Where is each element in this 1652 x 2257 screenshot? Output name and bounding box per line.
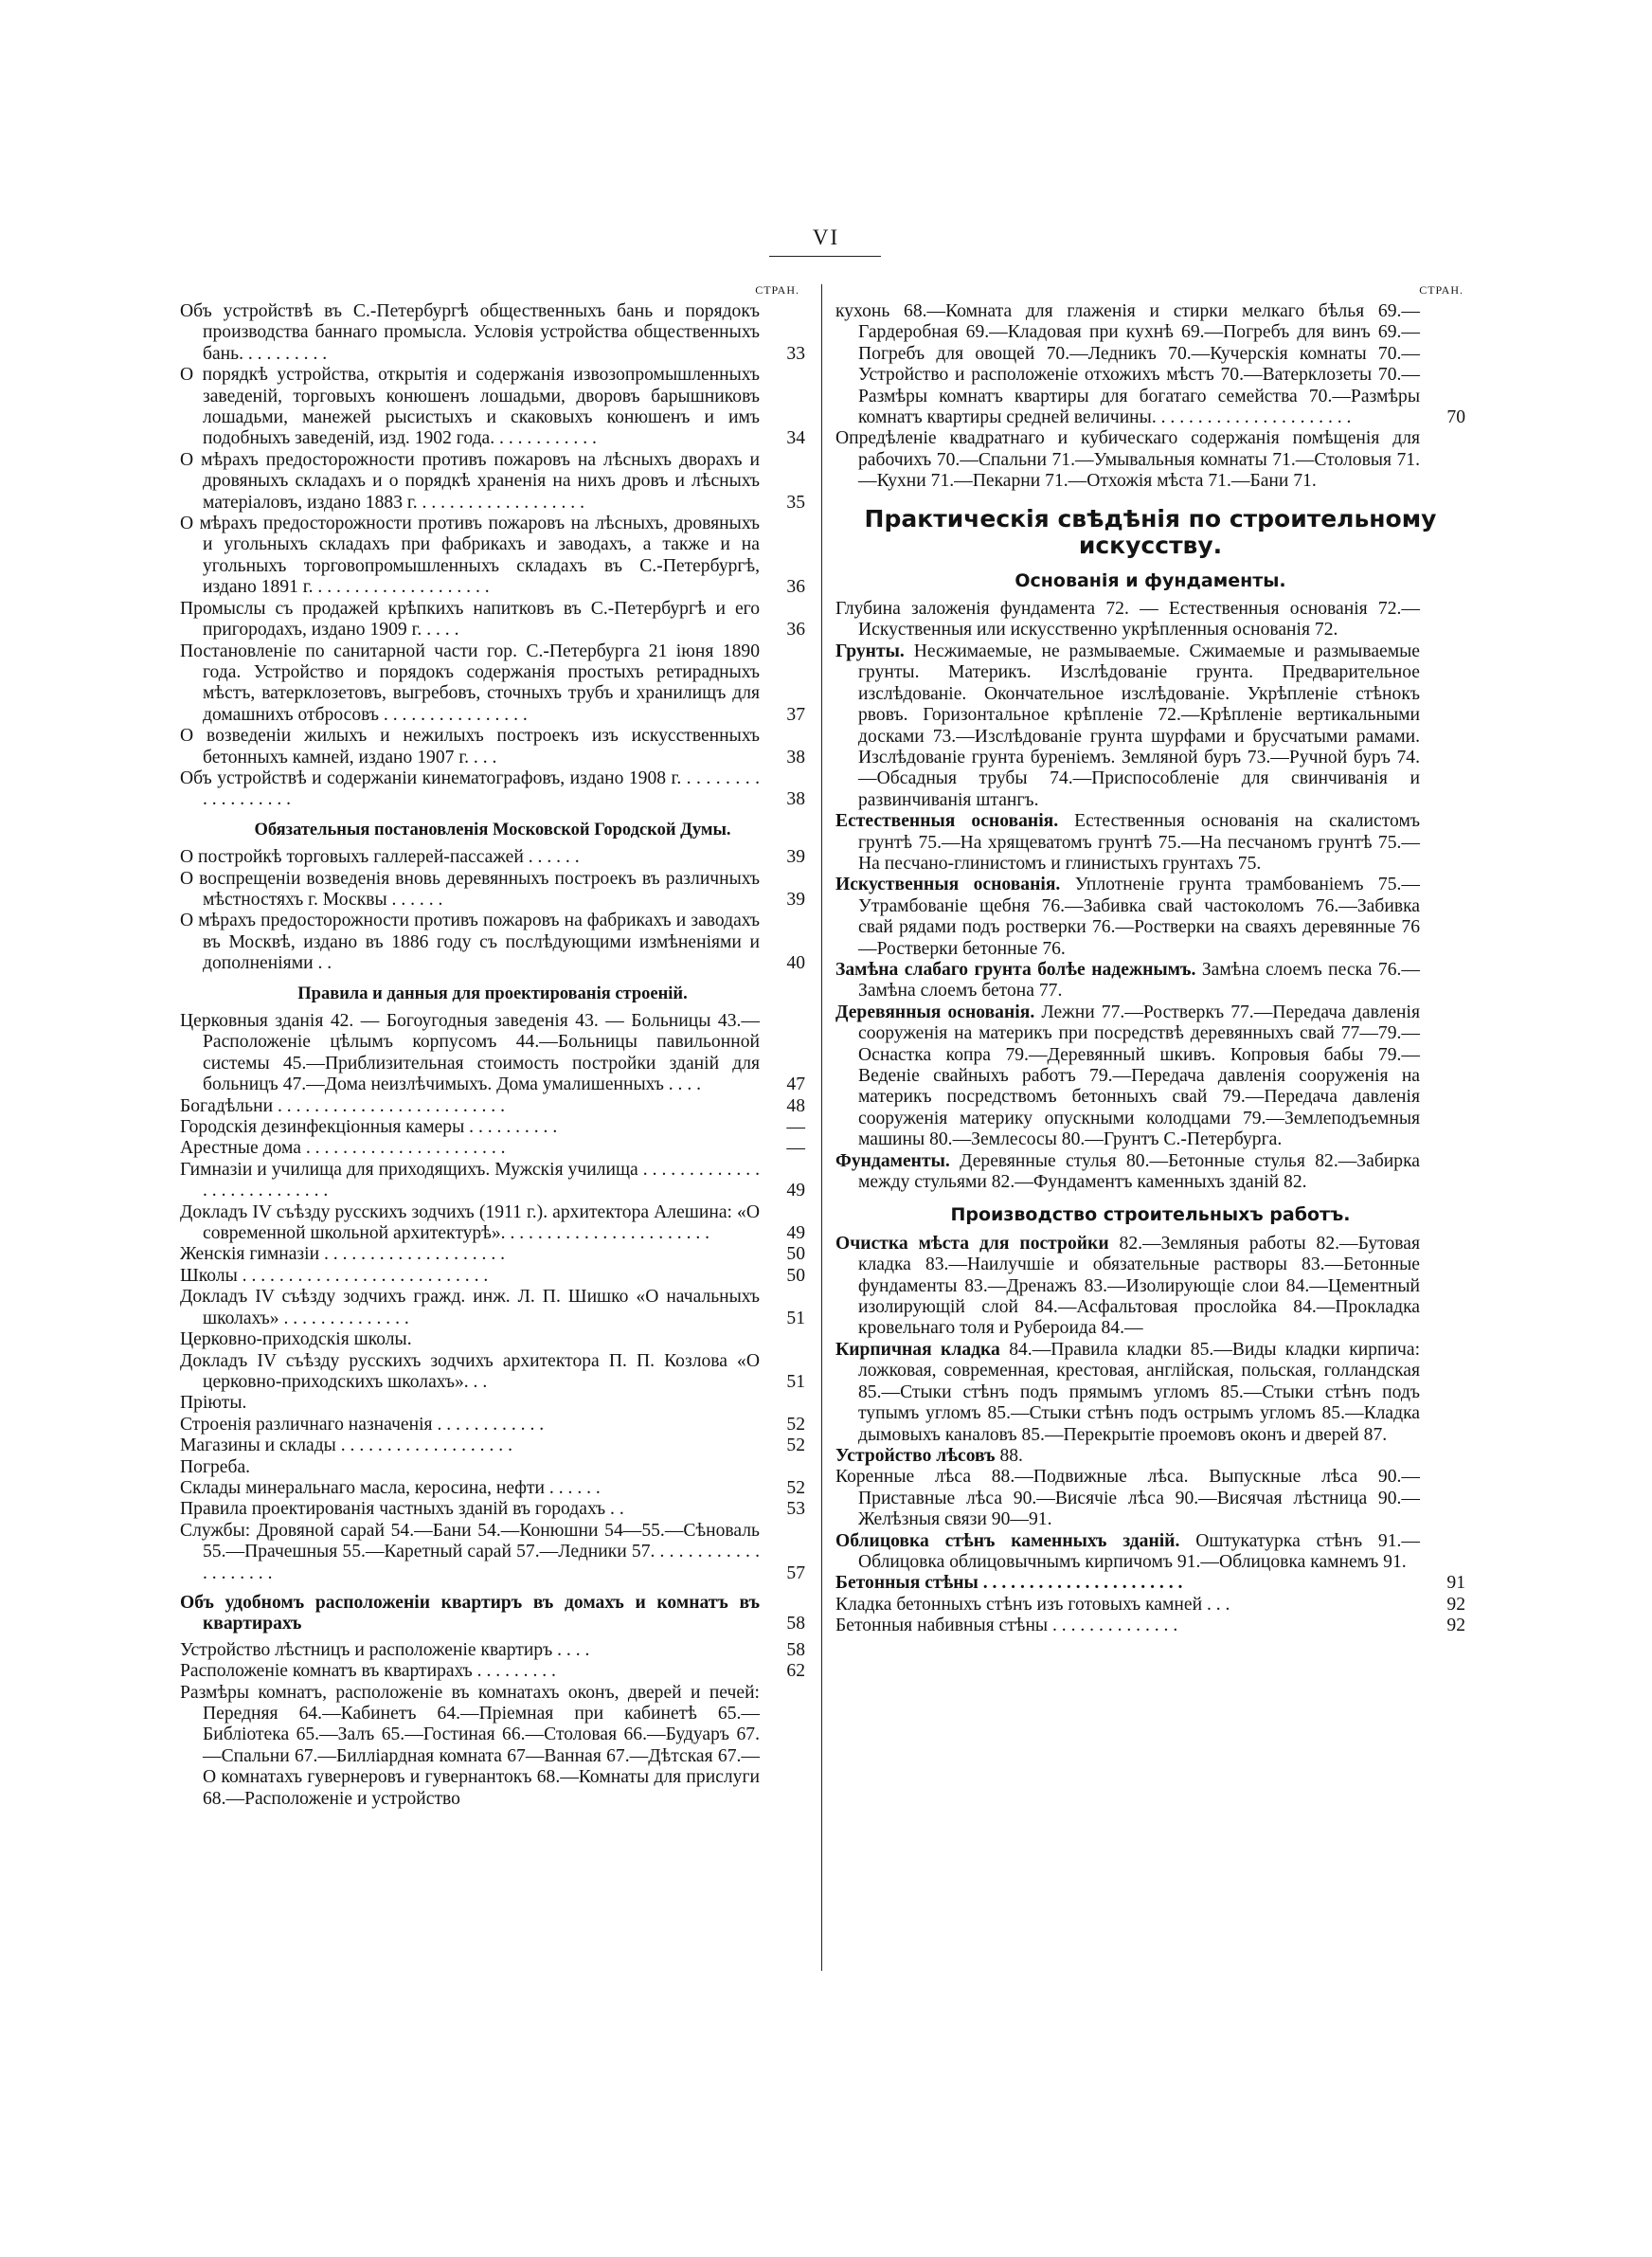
right-entries-a <box>835 301 1465 493</box>
toc-entry <box>180 1138 805 1159</box>
toc-entry-page: 49 <box>786 1181 805 1201</box>
toc-entry-text: Размѣры комнатъ, расположеніе въ комнатахъ оконъ, дверей и печей: Передняя 64.—Кабинетъ 64.—Пріемная при кабинетѣ 65.—Библіотека 65.—Залъ 65.—Гостиная 66.—Столовая 66.—Будуаръ 67.—Спальни 67.—Билліардная комната 67—Ванная 67.—Дѣтская 67.—О комнатахъ гувернеровъ и гувернантокъ 68.—Комнаты для прислуги 68.—Расположеніе и устройство <box>180 1682 760 1809</box>
toc-entry <box>835 1340 1465 1446</box>
toc-entry-text: 88. <box>999 1445 1023 1466</box>
toc-entry-page: 51 <box>786 1308 805 1328</box>
toc-entry-text: Магазины и склады . . . . . . . . . . . . . . . . . . . <box>180 1435 512 1456</box>
toc-entry <box>835 960 1465 1002</box>
toc-entry-text: Лежни 77.—Ростверкъ 77.—Передача давленія сооруженія на материкъ при посредствѣ деревянныхъ свай 77—79.—Оснастка копра 79.—Деревянный шкивъ. Копровыя бабы 79.—Веденіе свайныхъ работъ 79.—Передача давленія сооруженія на материкъ посредствомъ бетонныхъ свай 79.—Передача давленія сооруженія материку опускными колодцами 79.—Землеподъемныя машины 80.—Землесосы 80.—Грунтъ С.-Петербурга. <box>858 1002 1420 1150</box>
toc-entry <box>180 1640 805 1661</box>
right-entries-b <box>835 599 1465 1193</box>
toc-entry-text: 82.—Земляныя работы 82.—Бутовая кладка 83.—Наилучшіе и обязательные растворы 83.—Бетонные фундаменты 83.—Дренажъ 83.—Изолирующіе слои 84.—Цементный изолирующій слой 84.—Асфальтовая прослойка 84.—Прокладка кровельнаго толя и Рубероида 84.— <box>858 1233 1420 1339</box>
toc-entry-page: 39 <box>786 847 805 868</box>
toc-entry-label: Облицовка стѣнъ каменныхъ зданій. <box>835 1530 1180 1551</box>
toc-entry <box>180 365 805 450</box>
toc-entry-text: О мѣрахъ предосторожности противъ пожаровъ на лѣсныхъ, дровяныхъ и угольныхъ складахъ при фабрикахъ и заводахъ, а также и на угольныхъ торговопромышленныхъ складахъ въ С.-Петербургѣ, издано 1891 г. . . . . . . . . . . . . . . . . . . . <box>180 514 760 598</box>
toc-entry-text: Бетонныя набивныя стѣны . . . . . . . . . . . . . . <box>835 1616 1178 1636</box>
toc-entry-text: О постройкѣ торговыхъ галлерей-пассажей . . . . . . <box>180 847 580 868</box>
toc-entry-page: 49 <box>786 1223 805 1244</box>
toc-entry <box>835 641 1465 811</box>
toc-entry <box>835 301 1465 428</box>
toc-entry-page: 92 <box>1446 1594 1465 1615</box>
toc-entry <box>835 1234 1465 1340</box>
toc-entry-text: Замѣна слоемъ песка 76.—Замѣна слоемъ бетона 77. <box>858 959 1420 1002</box>
page-number: VI <box>812 226 840 249</box>
section-duma: Обязательныя постановленія Московской Городской Думы. <box>254 820 731 840</box>
toc-entry <box>180 1351 805 1394</box>
toc-entry-body <box>835 641 1420 811</box>
toc-entry-label: Устройство лѣсовъ <box>835 1445 996 1466</box>
section-flats-page: 58 <box>786 1614 805 1634</box>
toc-entry-text: Службы: Дровяной сарай 54.—Бани 54.—Конюшни 54—55.—Сѣноваль 55.—Прачешныя 55.—Каретный сарай 57.—Ледники 57. . . . . . . . . . . . . . . . . . . . <box>180 1520 760 1583</box>
toc-entry-body <box>835 1151 1420 1194</box>
left-entries-d <box>180 1640 805 1810</box>
toc-entry <box>835 1151 1465 1194</box>
toc-entry <box>180 1478 805 1499</box>
toc-entry <box>180 514 805 599</box>
toc-entry-text: О воспрещеніи возведенія вновь деревянныхъ построекъ въ различныхъ мѣстностяхъ г. Москвы . . . . . . <box>180 868 760 910</box>
toc-entry <box>835 1002 1465 1151</box>
toc-entry-page: 50 <box>786 1244 805 1265</box>
right-entries-d <box>835 1573 1465 1636</box>
toc-entry-text: Женскія гимназіи . . . . . . . . . . . . . . . . . . . . <box>180 1244 506 1265</box>
toc-entry <box>180 847 805 868</box>
section-flats-text: Объ удобномъ расположеніи квартиръ въ домахъ и комнатъ въ квартирахъ <box>180 1592 760 1634</box>
toc-entry-text: Пріюты. <box>180 1393 247 1414</box>
title-foundations: Основанія и фундаменты. <box>1015 569 1286 591</box>
toc-entry-text: 84.—Правила кладки 85.—Виды кладки кирпича: ложковая, современная, крестовая, англійская, польская, голландская 85.—Стыки стѣнъ подъ прямымъ угломъ 85.—Стыки стѣнъ подъ тупымъ угломъ 85.—Стыки стѣнъ подъ острымъ угломъ 85.—Кладка дымовыхъ каналовъ 85.—Перекрытіе проемовъ оконъ и дверей 87. <box>858 1339 1421 1445</box>
toc-entry <box>835 811 1465 875</box>
toc-entry-label: Грунты. <box>835 641 905 661</box>
toc-entry-text: Гимназіи и училища для приходящихъ. Мужскія училища . . . . . . . . . . . . . . . . . . . . . . . . . . . <box>180 1159 760 1201</box>
toc-entry-text: Городскія дезинфекціонныя камеры . . . . . . . . . . <box>180 1117 558 1138</box>
toc-entry-text: Объ устройствѣ въ С.-Петербургѣ общественныхъ бань и порядокъ производства баннаго промысла. Условія устройства общественныхъ бань. . . . . . . . . . <box>180 301 760 364</box>
toc-entry-body <box>835 1002 1420 1151</box>
toc-entry <box>835 1595 1465 1616</box>
toc-entry-text: Склады минеральнаго масла, керосина, нефти . . . . . . <box>180 1477 601 1498</box>
left-page-label: СТРАН. <box>755 283 799 297</box>
toc-entry <box>180 869 805 912</box>
right-entries-c <box>835 1234 1465 1574</box>
section-rules: Правила и данныя для проектированія строеній. <box>297 984 688 1003</box>
toc-entry-page: 91 <box>1446 1573 1465 1594</box>
toc-entry-text: Школы . . . . . . . . . . . . . . . . . . . . . . . . . . . <box>180 1265 489 1286</box>
toc-entry-page: 39 <box>786 889 805 910</box>
toc-entry-page: 37 <box>786 704 805 725</box>
toc-entry-text: Церковно-приходскія школы. <box>180 1329 412 1350</box>
toc-entry-text: Докладъ IV съѣзду русскихъ зодчихъ архитектора П. П. Козлова «О церковно-приходскихъ школахъ». . . <box>180 1350 760 1392</box>
toc-entry <box>180 1244 805 1265</box>
toc-entry-body <box>835 1467 1420 1530</box>
right-page-label: СТРАН. <box>1419 283 1463 297</box>
toc-entry-label: Замѣна слабаго грунта болѣе надежнымъ. <box>835 959 1196 980</box>
toc-entry <box>180 1011 805 1096</box>
toc-entry <box>835 1446 1465 1467</box>
toc-entry <box>180 1329 805 1350</box>
toc-entry-text: Бетонныя стѣны . . . . . . . . . . . . . . . . . . . . . . <box>835 1573 1183 1594</box>
toc-entry-text: Докладъ IV съѣзду зодчихъ гражд. инж. Л. П. Шишко «О начальныхъ школахъ» . . . . . . . . . . . . . . <box>180 1287 760 1328</box>
toc-entry <box>180 768 805 811</box>
toc-entry-page: 53 <box>786 1499 805 1520</box>
toc-entry <box>180 1393 805 1414</box>
toc-entry-body <box>835 1234 1420 1340</box>
toc-entry <box>835 1573 1465 1594</box>
toc-entry <box>180 450 805 514</box>
toc-entry-text: Строенія различнаго назначенія . . . . . . . . . . . . <box>180 1414 545 1435</box>
toc-entry-page: 52 <box>786 1435 805 1456</box>
toc-entry-text: Опредѣленіе квадратнаго и кубическаго содержанія помѣщенія для рабочихъ 70.—Спальни 71.—Умывальныя комнаты 71.—Столовыя 71.—Кухни 71.—Пекарни 71.—Отхожія мѣста 71.—Бани 71. <box>835 428 1420 492</box>
toc-entry-label: Кирпичная кладка <box>835 1339 1000 1360</box>
toc-entry-label: Искуственныя основанія. <box>835 875 1061 895</box>
toc-entry <box>180 1096 805 1117</box>
toc-entry-body <box>835 1446 1420 1467</box>
section-flats <box>180 1593 805 1635</box>
toc-entry-body <box>835 1340 1420 1446</box>
title-main: Практическія свѣдѣнія по строительному искусству. <box>864 504 1437 559</box>
toc-entry <box>180 1521 805 1584</box>
toc-entry <box>180 1266 805 1287</box>
toc-entry-page: 48 <box>786 1095 805 1116</box>
toc-entry-text: Расположеніе комнатъ въ квартирахъ . . . . . . . . . <box>180 1661 556 1682</box>
toc-entry <box>180 641 805 727</box>
toc-entry-page: 34 <box>786 428 805 449</box>
left-entries-c <box>180 1011 805 1584</box>
toc-entry-text: Арестные дома . . . . . . . . . . . . . . . . . . . . . . <box>180 1138 506 1159</box>
toc-entry-page: — <box>786 1117 805 1138</box>
toc-entry-label: Очистка мѣста для постройки <box>835 1233 1109 1254</box>
toc-entry-text: О возведеніи жилыхъ и нежилыхъ построекъ изъ искусственныхъ бетонныхъ камней, издано 1907 г. . . . <box>180 726 760 767</box>
toc-entry-page: 36 <box>786 577 805 598</box>
toc-entry-page: 57 <box>786 1562 805 1583</box>
toc-entry-page: 58 <box>786 1639 805 1660</box>
toc-entry-text: Церковныя зданія 42. — Богоугодныя заведенія 43. — Больницы 43.—Расположеніе цѣлымъ корпусомъ 44.—Больницы павильонной системы 45.—Приблизительная стоимость постройки зданій для больницъ 47.—Дома неизлѣчимыхъ. Дома умалишенныхъ . . . . <box>180 1011 760 1095</box>
toc-entry-body <box>835 599 1420 641</box>
toc-entry <box>835 1467 1465 1530</box>
toc-entry <box>835 599 1465 641</box>
toc-entry <box>835 1531 1465 1574</box>
left-column <box>180 284 805 1810</box>
toc-entry-page: 92 <box>1446 1616 1465 1636</box>
page-number-rule <box>769 256 881 257</box>
toc-entry-body <box>835 960 1420 1002</box>
toc-entry-text: Богадѣльни . . . . . . . . . . . . . . . . . . . . . . . . . <box>180 1095 505 1116</box>
toc-entry-page: 62 <box>786 1661 805 1682</box>
right-column <box>835 284 1465 1637</box>
toc-entry-text: кухонь 68.—Комната для глаженія и стирки мелкаго бѣлья 69.—Гардеробная 69.—Кладовая при кухнѣ 69.—Погребъ для винъ 69.—Погребъ для овощей 70.—Ледникъ 70.—Кучерскія комнаты 70.—Устройство и расположеніе отхожихъ мѣстъ 70.—Ватерклозеты 70.—Размѣры комнатъ квартиры для богатаго семейства 70.—Размѣры комнатъ квартиры средней величины. . . . . . . . . . . . . . . . . . . . . . <box>835 301 1420 428</box>
toc-entry <box>180 599 805 641</box>
toc-entry-text: Кладка бетонныхъ стѣнъ изъ готовыхъ камней . . . <box>835 1594 1230 1615</box>
toc-entry <box>835 428 1465 492</box>
toc-entry-text: Несжимаемые, не размываемые. Сжимаемые и размываемые грунты. Материкъ. Изслѣдованіе грунта. Предварительное изслѣдованіе. Окончательное изслѣдованіе. Укрѣпленіе стѣнокъ рвовъ. Горизонтальное крѣпленіе 72.—Крѣпленіе вертикальными досками 73.—Изслѣдованіе грунта шурфами и брусчатыми рамами. Изслѣдованіе грунта буреніемъ. Земляной буръ 73.—Ручной буръ 74.—Обсадныя трубы 74.—Приспособленіе для свинчиванія и развинчиванія штангъ. <box>858 641 1420 810</box>
toc-entry-page: — <box>786 1138 805 1159</box>
toc-entry-page: 51 <box>786 1371 805 1392</box>
toc-entry <box>835 1616 1465 1636</box>
toc-entry-text: О мѣрахъ предосторожности противъ пожаровъ на фабрикахъ и заводахъ въ Москвѣ, издано въ 1886 году съ послѣдующими измѣненіями и дополненіями . . <box>180 911 760 974</box>
toc-entry-text: Деревянные стулья 80.—Бетонные стулья 82.—Забирка между стульями 82.—Фундаментъ каменныхъ зданій 82. <box>858 1150 1420 1193</box>
toc-entry <box>180 911 805 974</box>
toc-entry-text: Правила проектированія частныхъ зданій въ городахъ . . <box>180 1499 624 1520</box>
toc-entry-label: Фундаменты. <box>835 1150 950 1171</box>
left-entries-b <box>180 847 805 974</box>
toc-entry-text: О порядкѣ устройства, открытія и содержанія извозопромышленныхъ заведеній, торговыхъ конюшенъ лошадьми, дворовъ барышниковъ лошадьми, манежей рысистыхъ и скаковыхъ конюшенъ и имъ подобныхъ заведеній, изд. 1902 года. . . . . . . . . . . . <box>180 365 760 449</box>
toc-entry-body <box>835 811 1420 875</box>
toc-entry-text: Уплотненіе грунта трамбованіемъ 75.—Утрамбованіе щебня 76.—Забивка свай частоколомъ 76.—Забивка свай рядами подъ ростверки 76.—Ростверки на сваяхъ деревянные 76—Ростверки бетонные 76. <box>858 875 1420 959</box>
toc-entry-text: Докладъ IV съѣзду русскихъ зодчихъ (1911 г.). архитектора Алешина: «О современной школьной архитектурѣ». . . . . . . . . . . . . . . . . . . . . . . <box>180 1201 760 1244</box>
toc-entry <box>180 1202 805 1245</box>
toc-entry <box>180 1661 805 1682</box>
toc-entry-text: Объ устройствѣ и содержаніи кинематографовъ, издано 1908 г. . . . . . . . . . . . . . . . . . . <box>180 767 760 810</box>
toc-entry-page: 33 <box>786 343 805 364</box>
toc-entry-page: 35 <box>786 492 805 513</box>
toc-entry-page: 52 <box>786 1414 805 1435</box>
toc-entry-text: Устройство лѣстницъ и расположеніе квартиръ . . . . <box>180 1639 590 1660</box>
toc-entry <box>180 1287 805 1329</box>
toc-entry-text: Оштукатурка стѣнъ 91.—Облицовка облицовычнымъ кирпичомъ 91.—Облицовка камнемъ 91. <box>858 1530 1421 1572</box>
toc-entry <box>180 1499 805 1520</box>
toc-entry-text: Постановленіе по санитарной части гор. С.-Петербурга 21 іюня 1890 года. Устройство и порядокъ содержанія простыхъ ретирадныхъ мѣстъ, ватерклозетовъ, выгребовъ, сточныхъ трубъ и хранилищъ для домашнихъ отбросовъ . . . . . . . . . . . . . . . . <box>180 641 760 725</box>
toc-entry-page: 40 <box>786 953 805 974</box>
left-entries-a <box>180 301 805 811</box>
column-divider <box>821 284 822 1971</box>
toc-entry-page: 50 <box>786 1265 805 1286</box>
toc-entry <box>180 1415 805 1435</box>
toc-entry-page: 47 <box>786 1074 805 1095</box>
toc-entry-text: Погреба. <box>180 1456 251 1477</box>
toc-entry <box>180 1683 805 1810</box>
toc-entry <box>180 1435 805 1456</box>
toc-entry-page: 36 <box>786 620 805 641</box>
toc-entry <box>180 726 805 768</box>
toc-entry-text: Промыслы съ продажей крѣпкихъ напитковъ въ С.-Петербургѣ и его пригородахъ, издано 1909 г. . . . . <box>180 598 760 641</box>
toc-entry <box>180 1160 805 1202</box>
toc-entry-page: 38 <box>786 789 805 810</box>
toc-entry-text: Естественныя основанія на скалистомъ грунтѣ 75.—На хрящеватомъ грунтѣ 75.—На песчаномъ грунтѣ 75.—На песчано-глинистомъ и глинистыхъ грунтахъ 75. <box>858 811 1420 874</box>
toc-entry-label: Естественныя основанія. <box>835 811 1059 832</box>
toc-entry-page: 52 <box>786 1477 805 1498</box>
toc-entry-page: 70 <box>1446 407 1465 428</box>
toc-entry-text: Глубина заложенія фундамента 72. — Естественныя основанія 72.—Искуственныя или искусственно укрѣпленныя основанія 72. <box>835 599 1420 641</box>
title-works: Производство строительныхъ работъ. <box>950 1204 1351 1226</box>
toc-entry-body <box>835 875 1420 960</box>
toc-entry-text: Коренные лѣса 88.—Подвижные лѣса. Выпускные лѣса 90.—Приставные лѣса 90.—Висячіе лѣса 90.—Висячая лѣстница 90.—Желѣзныя связи 90—91. <box>835 1467 1420 1530</box>
toc-entry-body <box>835 1531 1420 1574</box>
toc-entry <box>180 1457 805 1478</box>
toc-entry <box>180 301 805 365</box>
toc-entry <box>180 1117 805 1138</box>
toc-entry-label: Деревянныя основанія. <box>835 1002 1035 1022</box>
toc-entry <box>835 875 1465 960</box>
toc-entry-page: 38 <box>786 747 805 767</box>
toc-entry-text: О мѣрахъ предосторожности противъ пожаровъ на лѣсныхъ дворахъ и дровяныхъ складахъ и о порядкѣ храненія на нихъ дровъ и лѣсныхъ матеріаловъ, издано 1883 г. . . . . . . . . . . . . . . . . . . <box>180 449 760 513</box>
